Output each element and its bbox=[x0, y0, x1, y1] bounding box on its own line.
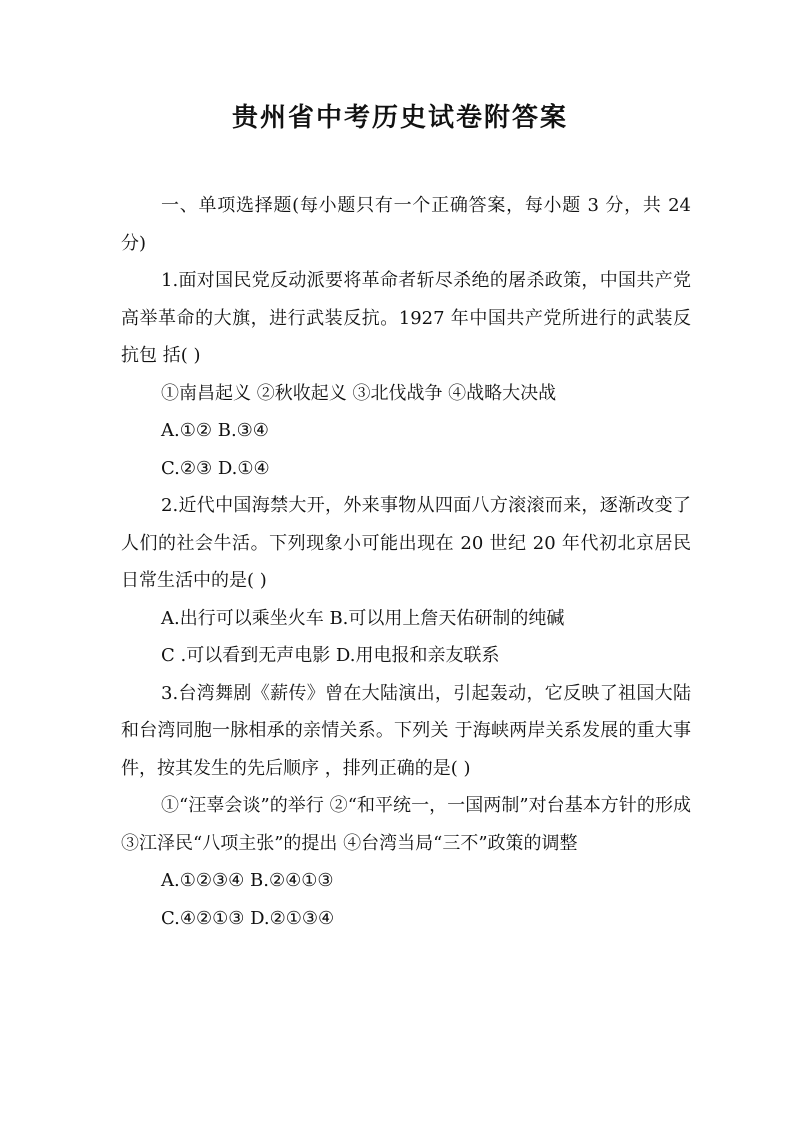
question-3-options-cd: C.④②①③ D.②①③④ bbox=[161, 907, 335, 929]
document-title: 贵州省中考历史试卷附答案 bbox=[231, 103, 568, 133]
question-2-options-cd: C .可以看到无声电影 D.用电报和亲友联系 bbox=[161, 645, 500, 666]
question-2-options-ab: A.出行可以乘坐火车 B.可以用上詹天佑研制的纯碱 bbox=[161, 607, 565, 629]
question-2-stem: 2.近代中国海禁大开，外来事物从四面八方滚滚而来，逐渐改变了人们的社会牛活。下列现象小可能出现在 20 世纪 20 年代初北京居民日常生活中的是( ) bbox=[121, 495, 691, 591]
question-1-options-cd: C.②③ D.①④ bbox=[161, 457, 270, 479]
question-1-options-ab: A.①② B.③④ bbox=[161, 420, 269, 441]
section-heading: 一、单项选择题(每小题只有一个正确答案，每小题 3 分，共 24 分) bbox=[121, 195, 691, 254]
question-3-options-ab: A.①②③④ B.②④①③ bbox=[161, 870, 334, 891]
document-body bbox=[121, 187, 691, 937]
question-3-items: ①“汪辜会谈”的举行 ②“和平统一，一国两制”对台基本方针的形成 ③江泽民“八项主张”的提出 ④台湾当局“三不”政策的调整 bbox=[121, 795, 691, 854]
question-1-stem: 1.面对国民党反动派要将革命者斩尽杀绝的屠杀政策，中国共产党高举革命的大旗，进行武装反抗。1927 年中国共产党所进行的武装反抗包 括( ) bbox=[121, 270, 691, 366]
question-3-stem: 3.台湾舞剧《薪传》曾在大陆演出，引起轰动，它反映了祖国大陆和台湾同胞一脉相承的亲情关系。下列关 于海峡两岸关系发展的重大事件，按其发生的先后顺序 ，排列正确的是( ) bbox=[121, 682, 691, 779]
question-1-items: ①南昌起义 ②秋收起义 ③北伐战争 ④战略大决战 bbox=[161, 382, 557, 404]
